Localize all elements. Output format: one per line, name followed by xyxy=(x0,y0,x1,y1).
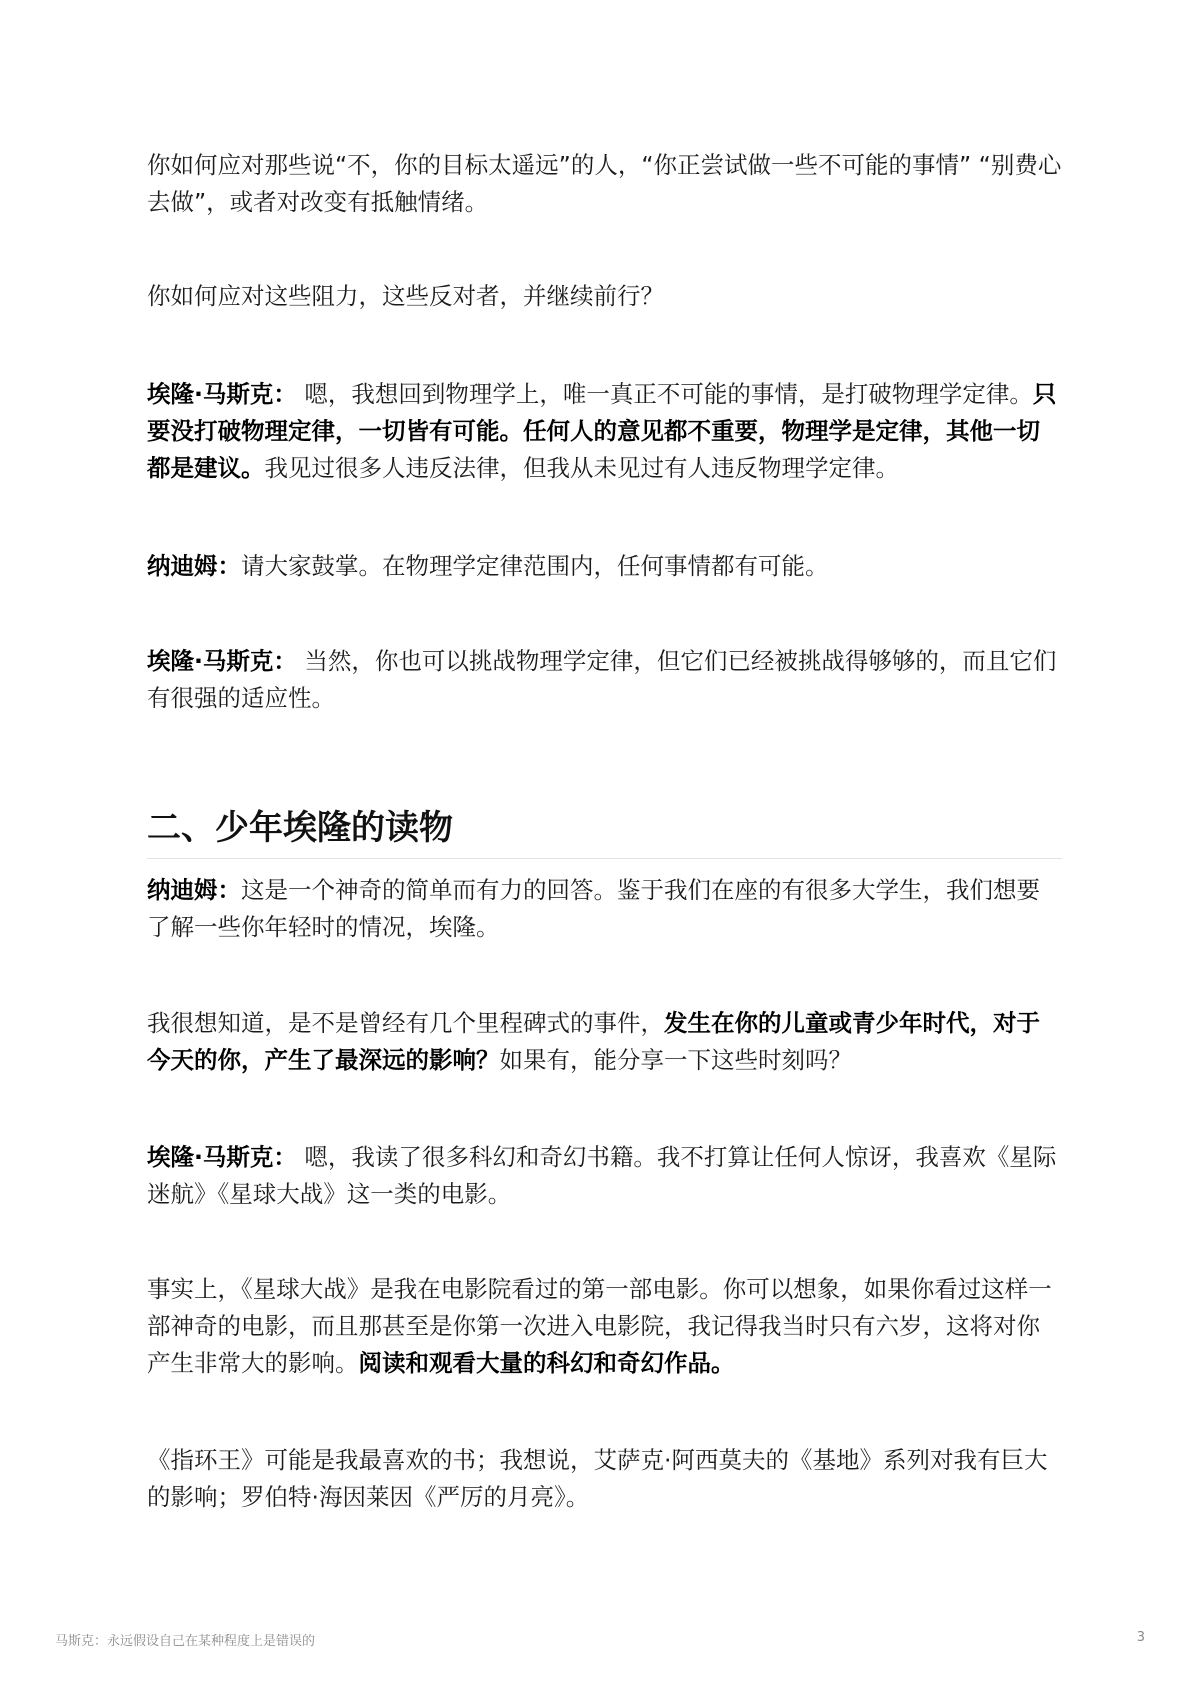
paragraph-8 xyxy=(147,1139,1062,1213)
bold-text: 只要没打破物理定律，一切皆有可能。任何人的意见都不重要，物理学是定律，其他一切都是建议。 xyxy=(147,380,1057,482)
heading-divider xyxy=(147,858,1062,859)
text-segment: 事实上，《星球大战》是我在电影院看过的第一部电影。你可以想象，如果你看过这样一部神奇的电影，而且那甚至是你第一次进入电影院，我记得我当时只有六岁，这将对你产生非常大的影响。 xyxy=(147,1275,1052,1377)
text-segment: 我见过很多人违反法律，但我从未见过有人违反物理学定律。 xyxy=(264,454,899,482)
paragraph-3 xyxy=(147,376,1062,487)
footer-title: 马斯克：永远假设自己在某种程度上是错误的 xyxy=(55,1634,316,1649)
paragraph-10 xyxy=(147,1442,1062,1516)
text-segment: 你如何应对这些阻力，这些反对者，并继续前行？ xyxy=(147,282,664,310)
text-segment: 《指环王》可能是我最喜欢的书；我想说，艾萨克·阿西莫夫的《基地》系列对我有巨大的影响；罗伯特·海因莱因《严厉的月亮》。 xyxy=(147,1446,1048,1511)
paragraph-2 xyxy=(147,278,1062,315)
text-segment: 我很想知道，是不是曾经有几个里程碑式的事件， xyxy=(147,1009,664,1037)
bold-text: 埃隆·马斯克： xyxy=(147,647,297,675)
page-number: 3 xyxy=(1136,1630,1145,1645)
bold-text: 纳迪姆： xyxy=(147,552,241,580)
bold-text: 发生在你的儿童或青少年时代，对于今天的你，产生了最深远的影响？ xyxy=(147,1009,1040,1074)
paragraph-5 xyxy=(147,643,1062,717)
text-segment: 这是一个神奇的简单而有力的回答。鉴于我们在座的有很多大学生，我们想要了解一些你年轻时的情况，埃隆。 xyxy=(147,876,1040,941)
paragraph-7 xyxy=(147,1005,1062,1079)
text-segment: 如果有，能分享一下这些时刻吗？ xyxy=(499,1046,852,1074)
text-segment: 你如何应对那些说“不，你的目标太遥远”的人，“你正尝试做一些不可能的事情” “别费心去做”，或者对改变有抵触情绪。 xyxy=(147,151,1062,216)
paragraph-4 xyxy=(147,548,1062,585)
bold-text: 阅读和观看大量的科幻和奇幻作品。 xyxy=(358,1349,735,1377)
bold-text: 埃隆·马斯克： xyxy=(147,380,297,408)
bold-text: 纳迪姆： xyxy=(147,876,241,904)
text-segment: 当然，你也可以挑战物理学定律，但它们已经被挑战得够够的，而且它们有很强的适应性。 xyxy=(147,647,1057,712)
text-segment: 嗯，我想回到物理学上，唯一真正不可能的事情，是打破物理学定律。 xyxy=(296,380,1033,408)
text-segment: 请大家鼓掌。在物理学定律范围内，任何事情都有可能。 xyxy=(241,552,829,580)
paragraph-9 xyxy=(147,1271,1062,1382)
text-segment: 嗯，我读了很多科幻和奇幻书籍。我不打算让任何人惊讶，我喜欢《星际迷航》《星球大战》这一类的电影。 xyxy=(147,1143,1057,1208)
paragraph-6 xyxy=(147,872,1062,946)
section-heading: 二、少年埃隆的读物 xyxy=(147,808,453,848)
bold-text: 埃隆·马斯克： xyxy=(147,1143,297,1171)
paragraph-1 xyxy=(147,147,1062,221)
